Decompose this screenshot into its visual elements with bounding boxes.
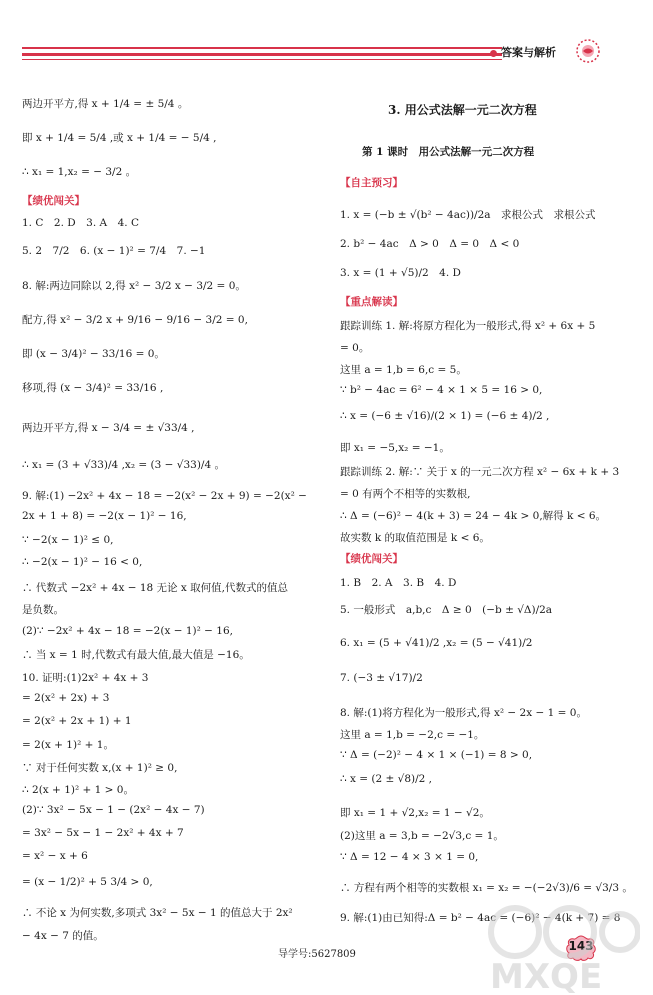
answer-line: 即 x₁ = −5,x₂ = −1。 xyxy=(340,442,450,454)
answer-line: 6. x₁ = (5 + √41)/2 ,x₂ = (5 − √41)/2 xyxy=(340,637,533,649)
answer-line: 8. 解:(1)将方程化为一般形式,得 x² − 2x − 1 = 0。 xyxy=(340,707,587,719)
answer-line: 2x + 1 + 8) = −2(x − 1)² − 16, xyxy=(22,510,187,522)
answer-line: = x² − x + 6 xyxy=(22,850,88,862)
section-heading: 【自主预习】 xyxy=(340,177,403,189)
answer-line: (2)∵ 3x² − 5x − 1 − (2x² − 4x − 7) xyxy=(22,804,205,816)
guide-code: 导学号:5627809 xyxy=(278,949,356,960)
answer-line: 2. b² − 4ac Δ > 0 Δ = 0 Δ < 0 xyxy=(340,238,520,250)
answer-line: 8. 解:两边同除以 2,得 x² − 3/2 x − 3/2 = 0。 xyxy=(22,280,246,292)
header-badge xyxy=(490,44,556,60)
answer-line: 跟踪训练 2. 解:∵ 关于 x 的一元二次方程 x² − 6x + k + 3 xyxy=(340,466,620,478)
answer-line: ∵ 对于任何实数 x,(x + 1)² ≥ 0, xyxy=(22,762,178,774)
answer-line: = 2(x² + 2x + 1) + 1 xyxy=(22,715,132,727)
answer-line: 10. 证明:(1)2x² + 4x + 3 xyxy=(22,672,149,684)
header-rule xyxy=(22,47,502,49)
answer-line: 这里 a = 1,b = −2,c = −1。 xyxy=(340,729,485,741)
answer-line: 两边开平方,得 x − 3/4 = ± √33/4 , xyxy=(22,422,195,434)
answer-line: 即 x + 1/4 = 5/4 ,或 x + 1/4 = − 5/4 , xyxy=(22,132,217,144)
answer-line: ∴ x₁ = (3 + √33)/4 ,x₂ = (3 − √33)/4 。 xyxy=(22,459,225,471)
answer-line: ∴ x₁ = 1,x₂ = − 3/2 。 xyxy=(22,166,137,178)
answer-line: 3. x = (1 + √5)/2 4. D xyxy=(340,267,461,279)
answer-line: 故实数 k 的取值范围是 k < 6。 xyxy=(340,532,490,544)
bullet-icon xyxy=(490,50,497,57)
answer-line: ∴ 不论 x 为何实数,多项式 3x² − 5x − 1 的值总大于 2x² xyxy=(22,907,293,919)
answer-line: ∴ x = (2 ± √8)/2 , xyxy=(340,773,433,785)
answer-line: 5. 一般形式 a,b,c Δ ≥ 0 (−b ± √Δ)/2a xyxy=(340,604,553,616)
globe-icon xyxy=(575,38,601,64)
answer-line: ∴ −2(x − 1)² − 16 < 0, xyxy=(22,556,143,568)
answer-line: 5. 2 7/2 6. (x − 1)² = 7/4 7. −1 xyxy=(22,245,206,257)
answer-line: ∴ 方程有两个相等的实数根 x₁ = x₂ = −(−2√3)/6 = √3/3 。 xyxy=(340,882,633,894)
answer-line: ∴ x = (−6 ± √16)/(2 × 1) = (−6 ± 4)/2 , xyxy=(340,410,550,422)
answer-line: ∵ −2(x − 1)² ≤ 0, xyxy=(22,534,114,546)
answer-line: = 0 有两个不相等的实数根, xyxy=(340,488,471,500)
answer-line: = 0。 xyxy=(340,342,370,354)
header-rule xyxy=(22,53,502,56)
answer-line: 配方,得 x² − 3/2 x + 9/16 − 9/16 − 3/2 = 0, xyxy=(22,314,248,326)
answer-line: 7. (−3 ± √17)/2 xyxy=(340,672,423,684)
header-badge-label: 答案与解析 xyxy=(501,46,556,59)
answer-line: = 2(x + 1)² + 1。 xyxy=(22,739,114,751)
section-heading: 【绩优闯关】 xyxy=(22,195,85,207)
answer-line: = 3x² − 5x − 1 − 2x² + 4x + 7 xyxy=(22,827,184,839)
answer-line: ∴ 当 x = 1 时,代数式有最大值,最大值是 −16。 xyxy=(22,649,250,661)
answer-line: 9. 解:(1)由已知得:Δ = b² − 4ac = (−6)² − 4(k + 7) = 8 xyxy=(340,912,621,924)
answer-line: = 2(x² + 2x) + 3 xyxy=(22,692,110,704)
answer-line: 即 (x − 3/4)² − 33/16 = 0。 xyxy=(22,348,165,360)
answer-line: 1. B 2. A 3. B 4. D xyxy=(340,577,457,589)
answer-line: (2)这里 a = 3,b = −2√3,c = 1。 xyxy=(340,830,504,842)
answer-line: 1. x = (−b ± √(b² − 4ac))/2a 求根公式 求根公式 xyxy=(340,209,596,221)
answer-line: − 4x − 7 的值。 xyxy=(22,930,104,942)
svg-text:MXQE: MXQE xyxy=(490,957,603,995)
answer-line: ∴ Δ = (−6)² − 4(k + 3) = 24 − 4k > 0,解得 k < 6。 xyxy=(340,510,607,522)
answer-line: = (x − 1/2)² + 5 3/4 > 0, xyxy=(22,876,153,888)
section-heading: 【绩优闯关】 xyxy=(340,553,403,565)
answer-line: ∴ 代数式 −2x² + 4x − 18 无论 x 取何值,代数式的值总 xyxy=(22,582,288,594)
watermark-logo xyxy=(470,900,640,995)
answer-line: ∵ Δ = (−2)² − 4 × 1 × (−1) = 8 > 0, xyxy=(340,749,533,761)
answer-line: 这里 a = 1,b = 6,c = 5。 xyxy=(340,364,467,376)
answer-line: 移项,得 (x − 3/4)² = 33/16 , xyxy=(22,382,164,394)
answer-line: 跟踪训练 1. 解:将原方程化为一般形式,得 x² + 6x + 5 xyxy=(340,320,596,332)
section-heading: 【重点解读】 xyxy=(340,296,403,308)
answer-line: 9. 解:(1) −2x² + 4x − 18 = −2(x² − 2x + 9) = −2(x² − xyxy=(22,490,307,502)
answer-line: ∵ Δ = 12 − 4 × 3 × 1 = 0, xyxy=(340,851,479,863)
page-header xyxy=(0,0,653,72)
header-rule xyxy=(22,59,502,60)
answer-line: 两边开平方,得 x + 1/4 = ± 5/4 。 xyxy=(22,98,189,110)
answer-line: ∴ 2(x + 1)² + 1 > 0。 xyxy=(22,784,134,796)
lesson-subtitle: 第 1 课时 用公式法解一元二次方程 xyxy=(362,146,535,158)
answer-line: 即 x₁ = 1 + √2,x₂ = 1 − √2。 xyxy=(340,807,490,819)
page-number: 143 xyxy=(568,939,594,953)
lesson-title: 3. 用公式法解一元二次方程 xyxy=(388,103,537,117)
answer-line: (2)∵ −2x² + 4x − 18 = −2(x − 1)² − 16, xyxy=(22,625,234,637)
answer-line: ∵ b² − 4ac = 6² − 4 × 1 × 5 = 16 > 0, xyxy=(340,384,543,396)
answer-line: 1. C 2. D 3. A 4. C xyxy=(22,217,139,229)
answer-line: 是负数。 xyxy=(22,604,64,616)
